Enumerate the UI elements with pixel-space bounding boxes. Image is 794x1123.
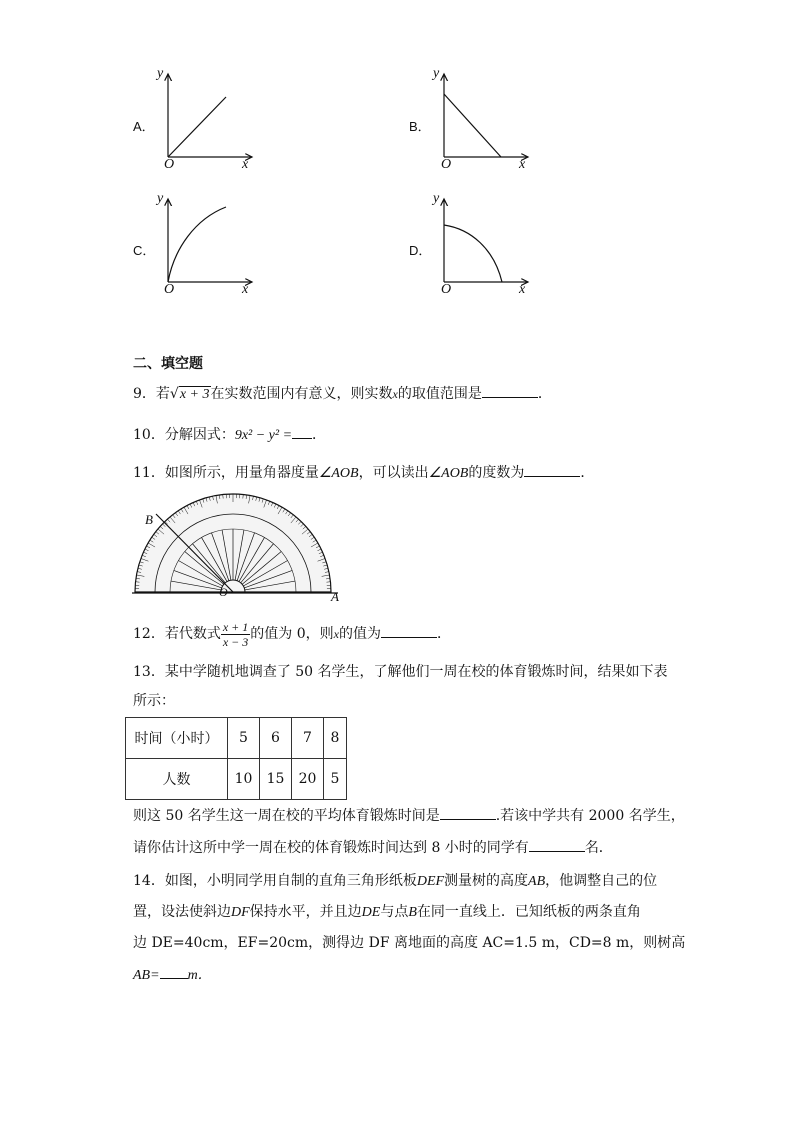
question-14-line1: 14．如图，小明同学用自制的直角三角形纸板DEF测量树的高度AB，他调整自己的位 bbox=[133, 873, 658, 889]
exercise-time-table bbox=[125, 717, 347, 800]
table-row bbox=[126, 759, 347, 800]
x-axis-label: x bbox=[242, 282, 249, 297]
question-14-line4: AB= m． bbox=[133, 964, 212, 986]
question-14-line2: 置，设法使斜边DF保持水平，并且边DE与点B在同一直线上．已知纸板的两条直角 bbox=[133, 904, 641, 920]
question-13-line4: 请你估计这所中学一周在校的体育锻炼时间达到 8 小时的同学有 名． bbox=[133, 837, 613, 858]
question-10: 10．分解因式：9x² − y² = ． bbox=[133, 424, 326, 446]
table-cell: 5 bbox=[228, 718, 260, 759]
x-axis-label: x bbox=[519, 282, 526, 297]
point-a-label: A bbox=[331, 589, 339, 604]
answer-blank[interactable] bbox=[292, 424, 312, 439]
sqrt-expression: √x + 3 bbox=[169, 386, 210, 402]
graph-curve bbox=[168, 207, 226, 282]
table-cell: 20 bbox=[292, 759, 324, 800]
y-axis-label: y bbox=[157, 191, 164, 206]
question-13-line3: 则这 50 名学生这一周在校的平均体育锻炼时间是 .若该中学共有 2000 名学生， bbox=[133, 805, 685, 826]
option-b-label: B． bbox=[409, 119, 431, 134]
table-cell: 6 bbox=[260, 718, 292, 759]
point-b-label: B bbox=[145, 512, 153, 527]
question-9: 9．若√x + 3在实数范围内有意义，则实数x的取值范围是 ． bbox=[133, 383, 552, 405]
y-axis-label: y bbox=[433, 66, 440, 81]
table-header-cell: 人数 bbox=[126, 759, 228, 800]
protractor-figure bbox=[128, 492, 348, 610]
table-cell: 5 bbox=[324, 759, 347, 800]
y-axis-label: y bbox=[433, 191, 440, 206]
graph-curve bbox=[444, 225, 502, 282]
option-d-label: D． bbox=[409, 243, 432, 258]
x-axis-label: x bbox=[242, 157, 249, 172]
table-cell: 8 bbox=[324, 718, 347, 759]
fraction: $\frac{x + 1}{x - 3}$ bbox=[222, 619, 249, 649]
table-cell: 10 bbox=[228, 759, 260, 800]
answer-blank[interactable] bbox=[529, 837, 585, 852]
point-o-label: O bbox=[219, 585, 228, 599]
graph-line bbox=[168, 97, 226, 157]
table-header-cell: 时间（小时） bbox=[126, 718, 228, 759]
origin-label: O bbox=[164, 157, 175, 172]
x-axis-label: x bbox=[519, 157, 526, 172]
question-13-line1: 13．某中学随机地调查了 50 名学生，了解他们一周在校的体育锻炼时间，结果如下表 bbox=[133, 664, 668, 680]
answer-blank[interactable] bbox=[160, 964, 188, 979]
answer-blank[interactable] bbox=[524, 462, 580, 477]
graph-line bbox=[444, 94, 501, 157]
table-cell: 15 bbox=[260, 759, 292, 800]
table-cell: 7 bbox=[292, 718, 324, 759]
y-axis-label: y bbox=[157, 66, 164, 81]
question-12: 12．若代数式 $\frac{x + 1}{x - 3}$ 的值为 0，则x的值为 ． bbox=[133, 619, 451, 649]
section-title: 二、填空题 bbox=[133, 356, 203, 372]
question-11: 11．如图所示，用量角器度量∠AOB，可以读出∠AOB的度数为 ． bbox=[133, 462, 594, 484]
answer-blank[interactable] bbox=[440, 805, 496, 820]
origin-label: O bbox=[164, 282, 175, 297]
table-row bbox=[126, 718, 347, 759]
question-13-line2: 所示： bbox=[133, 693, 175, 709]
answer-blank[interactable] bbox=[381, 623, 437, 638]
answer-blank[interactable] bbox=[482, 383, 538, 398]
option-a-label: A． bbox=[133, 119, 155, 134]
question-14-line3: 边 DE=40cm，EF=20cm，测得边 DF 离地面的高度 AC=1.5 m，CD=8 m，则树高 bbox=[133, 935, 686, 951]
option-c-label: C． bbox=[133, 243, 156, 258]
origin-label: O bbox=[441, 157, 452, 172]
origin-label: O bbox=[441, 282, 452, 297]
